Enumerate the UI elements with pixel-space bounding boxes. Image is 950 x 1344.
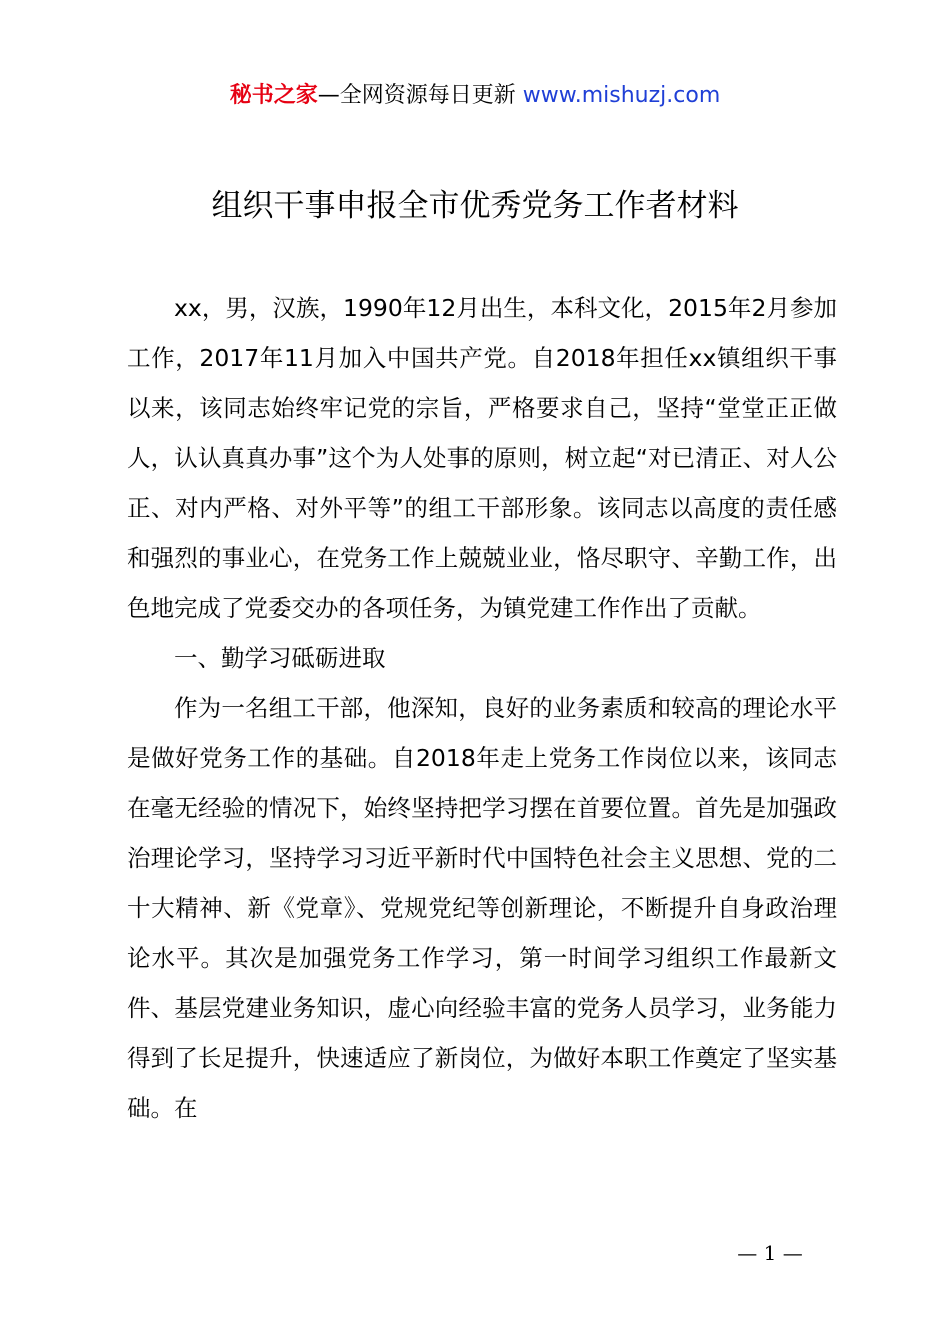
section-paragraph: 作为一名组工干部，他深知，良好的业务素质和较高的理论水平是做好党务工作的基础。自2018年走上党务工作岗位以来，该同志在毫无经验的情况下，始终坚持把学习摆在首要位置。首先是加强政治理论学习，坚持学习习近平新时代中国特色社会主义思想、党的二十大精神、新《党章》、党规党纪等创新理论，不断提升自身政治理论水平。其次是加强党务工作学习，第一时间学习组织工作最新文件、基层党建业务知识，虚心向经验丰富的党务人员学习，业务能力得到了长足提升，快速适应了新岗位，为做好本职工作奠定了坚实基础。在 xyxy=(127,694,837,1122)
page-header xyxy=(0,80,950,112)
intro-paragraph: xx，男，汉族，1990年12月出生，本科文化，2015年2月参加工作，2017年11月加入中国共产党。自2018年担任xx镇组织干事以来，该同志始终牢记党的宗旨，严格要求自己，坚持“堂堂正正做人，认认真真办事”这个为人处事的原则，树立起“对已清正、对人公正、对内严格、对外平等”的组工干部形象。该同志以高度的责任感和强烈的事业心，在党务工作上兢兢业业，恪尽职守、辛勤工作，出色地完成了党委交办的各项任务，为镇党建工作作出了贡献。 xyxy=(127,294,837,622)
document-title: 组织干事申报全市优秀党务工作者材料 xyxy=(211,188,739,224)
section-heading: 一、勤学习砥砺进取 xyxy=(174,644,386,672)
page-number: — 1 — xyxy=(737,1241,803,1265)
document-body xyxy=(127,283,837,1133)
header-brand: 秘书之家 xyxy=(229,83,318,108)
header-slogan: —全网资源每日更新 xyxy=(317,83,516,108)
header-site-link[interactable]: www.mishuzj.com xyxy=(522,83,721,108)
